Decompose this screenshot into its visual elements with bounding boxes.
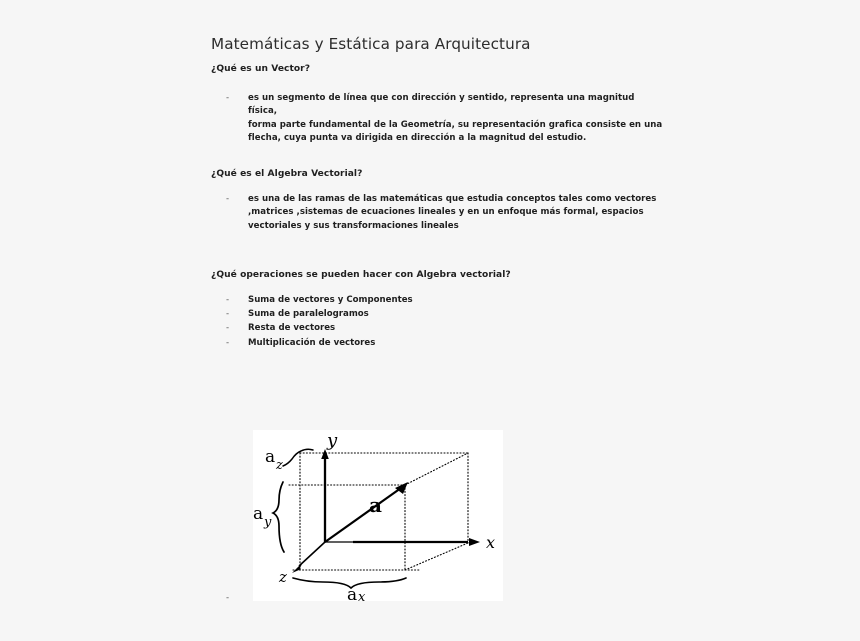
- question-heading-operaciones: ¿Qué operaciones se pueden hacer con Algebra vectorial?: [211, 270, 511, 280]
- component-label-ay: [253, 504, 272, 530]
- list-item: [226, 336, 526, 350]
- component-az-base: a: [265, 447, 276, 467]
- answer-line: flecha, cuya punta va dirigida en dirección a la magnitud del estudio.: [248, 133, 587, 144]
- z-axis-label: z: [279, 568, 287, 586]
- question-heading-algebra-vectorial: ¿Qué es el Algebra Vectorial?: [211, 169, 363, 179]
- answer-text-algebra-vectorial: [248, 193, 666, 233]
- answer-line: vectoriales y sus transformaciones lineales: [248, 220, 459, 231]
- brace-az: [283, 449, 313, 466]
- bullet-row: [226, 193, 666, 233]
- component-ax-subscript: x: [358, 590, 366, 601]
- answer-text-vector: [248, 92, 666, 146]
- list-item: [226, 293, 526, 307]
- bullet-row: [226, 92, 666, 146]
- list-item-label: Suma de paralelogramos: [248, 309, 369, 320]
- component-ay-subscript: y: [264, 515, 272, 530]
- bullet-dash-icon: -: [226, 309, 230, 320]
- answer-line: es una de las ramas de las matemáticas que estudia conceptos tales como vectores: [248, 194, 657, 204]
- bullet-dash-icon: -: [226, 194, 230, 204]
- component-label-az: [265, 447, 283, 473]
- answer-block-algebra-vectorial: [226, 193, 666, 233]
- brace-ay: [273, 482, 284, 552]
- x-axis-label: x: [486, 533, 496, 552]
- page-title: Matemáticas y Estática para Arquitectura: [211, 35, 531, 53]
- component-az-subscript: z: [276, 458, 283, 473]
- component-label-ax: [347, 585, 366, 601]
- bullet-dash-icon: -: [226, 323, 230, 334]
- y-axis: [321, 449, 329, 542]
- y-axis-label: y: [327, 430, 338, 451]
- vector-a-arrow: [325, 482, 408, 542]
- vector-diagram-svg: [253, 430, 503, 601]
- answer-line: forma parte fundamental de la Geometría, su representación grafica consiste en una: [248, 119, 663, 130]
- vector-decomposition-figure: [253, 430, 503, 601]
- component-ay-base: a: [253, 504, 264, 524]
- list-item: [226, 321, 526, 335]
- bullet-dash-icon: -: [226, 337, 230, 348]
- trailing-bullet-dash-icon: -: [226, 593, 230, 603]
- component-ax-base: a: [347, 585, 358, 601]
- vector-a-label: a: [369, 493, 382, 517]
- list-item-label: Multiplicación de vectores: [248, 337, 376, 348]
- x-axis: [325, 538, 480, 546]
- question-heading-vector: ¿Qué es un Vector?: [211, 64, 311, 74]
- bullet-dash-icon: -: [226, 93, 230, 103]
- answer-line: ,matrices ,sistemas de ecuaciones lineales y en un enfoque más formal, espacios: [248, 207, 644, 218]
- answer-block-vector: [226, 92, 666, 146]
- answer-line: es un segmento de línea que con dirección y sentido, representa una magnitud física,: [248, 93, 635, 117]
- list-item-label: Suma de vectores y Componentes: [248, 295, 413, 305]
- list-item: [226, 307, 526, 321]
- list-item-label: Resta de vectores: [248, 323, 336, 334]
- z-axis: [292, 542, 325, 573]
- operations-list: [226, 293, 526, 350]
- bullet-dash-icon: -: [226, 295, 230, 305]
